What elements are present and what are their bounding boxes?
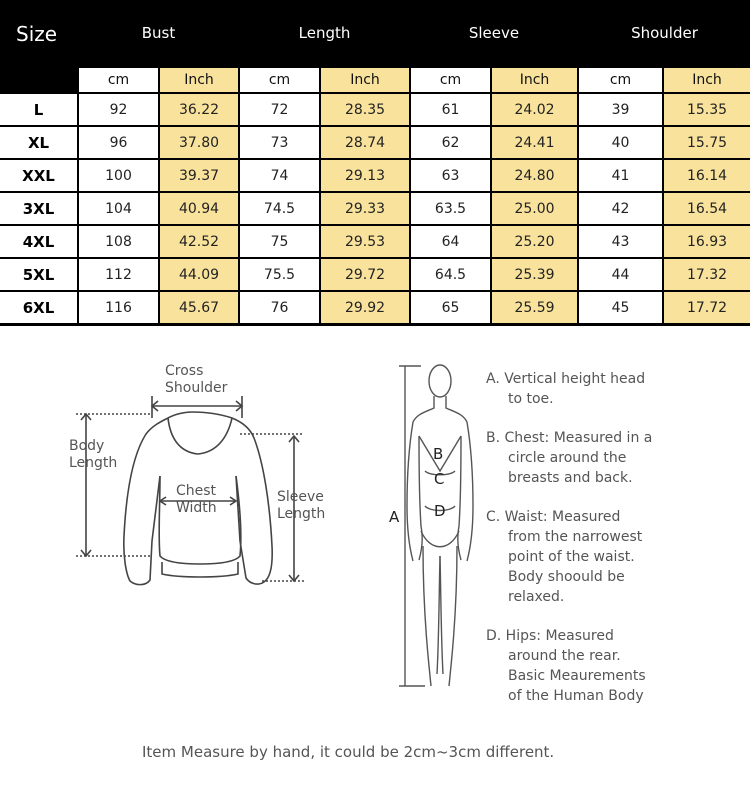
sleeve-cm-cell: 63.5: [411, 193, 492, 226]
length-cm-cell: 75.5: [240, 259, 321, 292]
bust-cm-cell: 96: [79, 127, 160, 160]
length-inch-cell: 29.13: [321, 160, 411, 193]
bust-header: Bust: [79, 0, 240, 68]
length-inch-cell: 28.74: [321, 127, 411, 160]
sleeve-length-line2: Length: [277, 506, 326, 522]
unit-inch: Inch: [492, 68, 579, 94]
sleeve-inch-cell: 25.00: [492, 193, 579, 226]
size-cell: XXL: [0, 160, 79, 193]
sleeve-cm-cell: 64.5: [411, 259, 492, 292]
legend-d-line3: Basic Meaurements: [508, 668, 646, 684]
length-cm-cell: 72: [240, 94, 321, 127]
table-row: [0, 127, 750, 160]
body-length-line1: Body: [69, 438, 105, 454]
unit-inch: Inch: [160, 68, 240, 94]
shoulder-inch-cell: 17.32: [664, 259, 750, 292]
footnote: Item Measure by hand, it could be 2cm~3cm different.: [142, 743, 555, 761]
length-cm-cell: 74.5: [240, 193, 321, 226]
legend-b-line2: circle around the: [508, 450, 627, 466]
size-header: Size: [0, 0, 79, 94]
marker-b: B: [433, 445, 444, 463]
size-cell: 4XL: [0, 226, 79, 259]
size-cell: 3XL: [0, 193, 79, 226]
shoulder-cm-cell: 43: [579, 226, 664, 259]
legend-c-line5: relaxed.: [508, 589, 565, 605]
legend-c-line1: C. Waist: Measured: [486, 509, 621, 525]
sleeve-length-line1: Sleeve: [277, 489, 324, 505]
length-header: Length: [240, 0, 411, 68]
cross-shoulder-line2: Shoulder: [165, 380, 228, 396]
legend-d-line1: D. Hips: Measured: [486, 628, 614, 644]
sleeve-header: Sleeve: [411, 0, 579, 68]
chest-width-line1: Chest: [176, 483, 217, 499]
sleeve-cm-cell: 63: [411, 160, 492, 193]
bust-cm-cell: 100: [79, 160, 160, 193]
sleeve-cm-cell: 61: [411, 94, 492, 127]
marker-a: A: [389, 508, 400, 526]
length-cm-cell: 74: [240, 160, 321, 193]
bust-inch-cell: 39.37: [160, 160, 240, 193]
sleeve-length-label: [277, 489, 325, 523]
shoulder-cm-cell: 40: [579, 127, 664, 160]
length-inch-cell: 29.33: [321, 193, 411, 226]
size-cell: L: [0, 94, 79, 127]
shoulder-cm-cell: 42: [579, 193, 664, 226]
legend-d: [486, 626, 746, 706]
sleeve-inch-cell: 24.80: [492, 160, 579, 193]
legend-c: [486, 507, 746, 607]
table-row: [0, 160, 750, 193]
chest-width-label: [176, 483, 217, 517]
table-row: [0, 259, 750, 292]
cross-shoulder-label: [165, 363, 227, 397]
legend-c-line2: from the narrowest: [508, 529, 643, 545]
shoulder-inch-cell: 16.54: [664, 193, 750, 226]
shoulder-inch-cell: 16.93: [664, 226, 750, 259]
length-cm-cell: 73: [240, 127, 321, 160]
sleeve-inch-cell: 25.59: [492, 292, 579, 325]
length-inch-cell: 29.92: [321, 292, 411, 325]
size-cell: 6XL: [0, 292, 79, 325]
shoulder-cm-cell: 45: [579, 292, 664, 325]
shoulder-inch-cell: 16.14: [664, 160, 750, 193]
unit-cm: cm: [79, 68, 160, 94]
unit-cm: cm: [411, 68, 492, 94]
legend-b: [486, 428, 746, 488]
bust-cm-cell: 116: [79, 292, 160, 325]
shoulder-header: Shoulder: [579, 0, 750, 68]
table-row: [0, 193, 750, 226]
chest-width-line2: Width: [176, 500, 217, 516]
shoulder-inch-cell: 15.35: [664, 94, 750, 127]
sleeve-inch-cell: 24.02: [492, 94, 579, 127]
legend-d-line2: around the rear.: [508, 648, 621, 664]
legend-b-line1: B. Chest: Measured in a: [486, 430, 653, 446]
body-length-label: [69, 438, 117, 472]
bust-inch-cell: 42.52: [160, 226, 240, 259]
table-row: [0, 94, 750, 127]
sleeve-inch-cell: 25.20: [492, 226, 579, 259]
bust-inch-cell: 45.67: [160, 292, 240, 325]
length-cm-cell: 75: [240, 226, 321, 259]
bust-inch-cell: 37.80: [160, 127, 240, 160]
bust-cm-cell: 108: [79, 226, 160, 259]
bust-cm-cell: 104: [79, 193, 160, 226]
shoulder-cm-cell: 41: [579, 160, 664, 193]
shoulder-inch-cell: 15.75: [664, 127, 750, 160]
size-chart-table: [0, 0, 750, 325]
legend-a-line1: A. Vertical height head: [486, 371, 646, 387]
sleeve-cm-cell: 64: [411, 226, 492, 259]
size-chart-table-wrap: [0, 0, 750, 326]
bust-inch-cell: 44.09: [160, 259, 240, 292]
size-cell: 5XL: [0, 259, 79, 292]
unit-cm: cm: [240, 68, 321, 94]
table-row: [0, 226, 750, 259]
legend-d-line4: of the Human Body: [508, 688, 644, 704]
legend-c-line4: Body shoould be: [508, 569, 625, 585]
unit-cm: cm: [579, 68, 664, 94]
bust-inch-cell: 40.94: [160, 193, 240, 226]
unit-inch: Inch: [664, 68, 750, 94]
bust-inch-cell: 36.22: [160, 94, 240, 127]
marker-d: D: [434, 502, 446, 520]
shoulder-inch-cell: 17.72: [664, 292, 750, 325]
unit-inch: Inch: [321, 68, 411, 94]
bust-cm-cell: 112: [79, 259, 160, 292]
sleeve-cm-cell: 62: [411, 127, 492, 160]
length-inch-cell: 28.35: [321, 94, 411, 127]
marker-c: C: [434, 470, 445, 488]
shoulder-cm-cell: 39: [579, 94, 664, 127]
legend-a: [486, 369, 746, 409]
measurement-legend: [486, 369, 746, 725]
sleeve-cm-cell: 65: [411, 292, 492, 325]
length-cm-cell: 76: [240, 292, 321, 325]
table-row: [0, 292, 750, 325]
legend-b-line3: breasts and back.: [508, 470, 633, 486]
bust-cm-cell: 92: [79, 94, 160, 127]
body-length-line2: Length: [69, 455, 118, 471]
sleeve-inch-cell: 24.41: [492, 127, 579, 160]
legend-a-line2: to toe.: [508, 391, 554, 407]
sleeve-inch-cell: 25.39: [492, 259, 579, 292]
cross-shoulder-line1: Cross: [165, 363, 204, 379]
length-inch-cell: 29.72: [321, 259, 411, 292]
size-cell: XL: [0, 127, 79, 160]
length-inch-cell: 29.53: [321, 226, 411, 259]
legend-c-line3: point of the waist.: [508, 549, 635, 565]
shoulder-cm-cell: 44: [579, 259, 664, 292]
